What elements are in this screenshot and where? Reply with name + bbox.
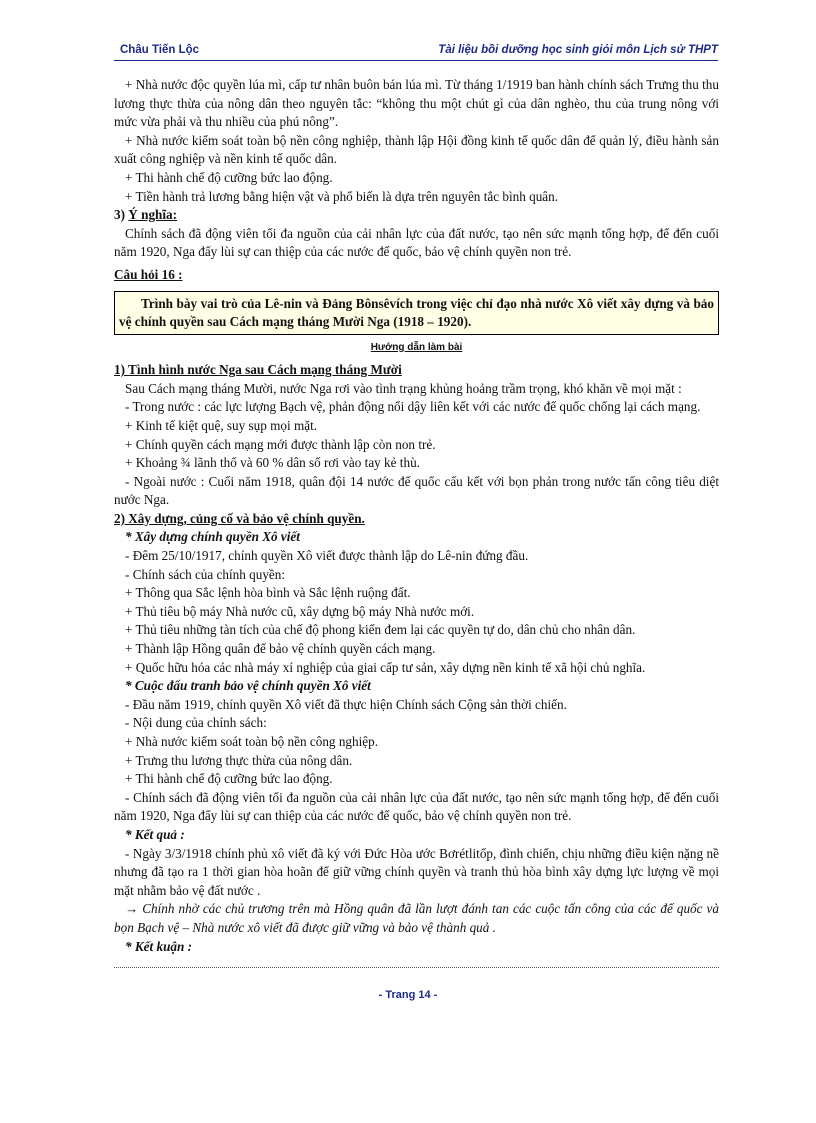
paragraph: + Thi hành chế độ cưỡng bức lao động. (125, 771, 333, 787)
paragraph: Sau Cách mạng tháng Mười, nước Nga rơi vào tình trạng khủng hoảng trầm trọng, khó khăn về mọi mặt : (125, 380, 682, 396)
paragraph: - Chính sách đã động viên tối đa nguồn của cải nhân lực của đất nước, tạo nên sức mạnh tổng hợp, để đến cuối năm 1920, Nga đẩy lùi sự can thiệp của các nước đế quốc, bảo vệ chính quyền non trẻ. (114, 789, 719, 824)
paragraph: + Kinh tế kiệt quệ, suy sụp mọi mặt. (125, 417, 318, 433)
paragraph: - Nội dung của chính sách: (125, 715, 267, 731)
paragraph: + Thủ tiêu bộ máy Nhà nước cũ, xây dựng bộ máy Nhà nước mới. (125, 603, 475, 619)
paragraph: + Nhà nước độc quyền lúa mì, cấp tư nhân buôn bán lúa mì. Từ tháng 1/1919 ban hành chính sách Trưng thu thu lương thực thừa của nông dân theo nguyên tắc: “không thu một chút gì của dân nghèo, thu của trung nông với mức vừa phải và thu nhiều của phú nông”. (114, 77, 719, 130)
page-number: - Trang 14 - (378, 989, 438, 1001)
question-label: Câu hỏi 16 : (114, 266, 183, 282)
part-1-heading: 1) Tình hình nước Nga sau Cách mạng tháng Mười (114, 362, 402, 378)
paragraph: + Nhà nước kiểm soát toàn bộ nền công nghiệp. (125, 734, 379, 749)
paragraph: + Chính quyền cách mạng mới được thành lập còn non trẻ. (125, 436, 436, 452)
arrow-text: → Chính nhờ các chủ trương trên mà Hồng quân đã lần lượt đánh tan các cuộc tấn công của các đế quốc và bọn Bạch vệ – Nhà nước xô viết đã được giữ vững và bảo vệ thành quả . (114, 901, 719, 935)
paragraph: + Thành lập Hồng quân để bảo vệ chính quyền cách mạng. (125, 641, 436, 657)
paragraph: - Đầu năm 1919, chính quyền Xô viết đã thực hiện Chính sách Cộng sản thời chiến. (125, 696, 567, 712)
result-text: - Ngày 3/3/1918 chính phủ xô viết đã ký với Đức Hòa ước Bơrétlitốp, đình chiến, chịu những điều kiện nặng nề nhưng đã tạo ra 1 thời gian hòa hoãn để giữ vững chính quyền và tranh thủ hòa bình xây dựng lực lượng về mọi mặt nhằm bảo vệ đất nước . (114, 845, 719, 898)
paragraph: + Thi hành chế độ cưỡng bức lao động. (125, 169, 333, 185)
paragraph: - Đêm 25/10/1917, chính quyền Xô viết được thành lập do Lê-nin đứng đầu. (125, 548, 529, 564)
paragraph: - Trong nước : các lực lượng Bạch vệ, phản động nổi dậy liên kết với các nước đế quốc chống lại cách mạng. (125, 399, 701, 415)
paragraph: + Quốc hữu hóa các nhà máy xí nghiệp của giai cấp tư sản, xây dựng nền kinh tế xã hội chủ nghĩa. (125, 659, 646, 675)
paragraph: + Thủ tiêu những tàn tích của chế độ phong kiến đem lại các quyền tự do, dân chủ cho nhân dân. (125, 622, 636, 638)
subheading: * Xây dựng chính quyền Xô viết (125, 529, 300, 545)
page-header (114, 44, 718, 61)
section-3-number: 3) (114, 207, 129, 223)
guide-label: Hướng dẫn làm bài (370, 341, 463, 353)
conclusion-label: * Kết kuận : (125, 938, 193, 954)
subheading: * Cuộc đấu tranh bảo vệ chính quyền Xô viết (125, 678, 371, 694)
paragraph: - Chính sách của chính quyền: (125, 566, 286, 582)
header-author: Châu Tiến Lộc (120, 44, 200, 56)
result-label: * Kết quả : (125, 826, 185, 842)
dotted-divider (114, 967, 719, 968)
paragraph: + Thông qua Sắc lệnh hòa bình và Sắc lệnh ruộng đất. (125, 585, 411, 601)
paragraph: + Khoảng ¾ lãnh thổ và 60 % dân số rơi vào tay kẻ thù. (125, 455, 420, 471)
page-body (114, 76, 719, 956)
paragraph: + Tiền hành trả lương bằng hiện vật và phổ biến là dựa trên nguyên tắc bình quân. (125, 188, 559, 204)
question-box: Trình bày vai trò của Lê-nin và Đảng Bônsêvích trong việc chỉ đạo nhà nước Xô viết xây dựng và bảo vệ chính quyền sau Cách mạng tháng Mười Nga (1918 – 1920). (114, 291, 719, 335)
section-3-text: Chính sách đã động viên tối đa nguồn của cải nhân lực của đất nước, tạo nên sức mạnh tổng hợp, để đến cuối năm 1920, Nga đẩy lùi sự can thiệp của các nước đế quốc, bảo vệ chính quyền non trẻ. (114, 225, 719, 260)
header-title: Tài liệu bồi dưỡng học sinh giỏi môn Lịch sử THPT (438, 44, 718, 56)
part-2-heading: 2) Xây dựng, củng cố và bảo vệ chính quyền. (114, 510, 365, 526)
paragraph: - Ngoài nước : Cuối năm 1918, quân đội 14 nước đế quốc cấu kết với bọn phản trong nước tấn công tiêu diệt nước Nga. (114, 473, 719, 508)
section-3-heading (114, 206, 719, 225)
paragraph: + Nhà nước kiểm soát toàn bộ nền công nghiệp, thành lập Hội đồng kinh tế quốc dân để quản lý, điều hành sản xuất công nghiệp và nền kinh tế quốc dân. (114, 132, 719, 167)
section-3-title: Ý nghĩa: (128, 207, 178, 223)
paragraph: + Trưng thu lương thực thừa của nông dân. (125, 752, 353, 768)
